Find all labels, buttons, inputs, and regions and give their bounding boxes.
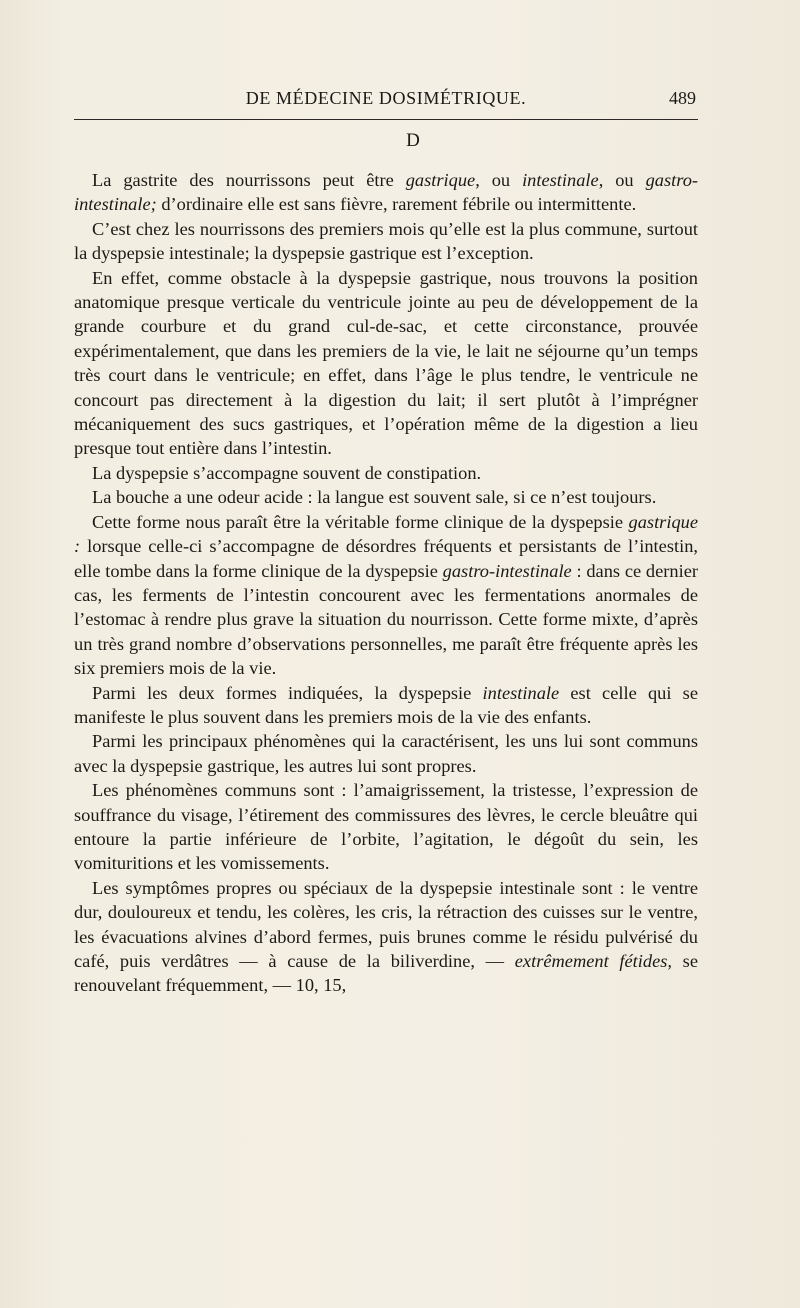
- page-number: 489: [669, 88, 696, 108]
- italic-term: gastro-intestinale;: [74, 170, 699, 215]
- italic-term: gastrique :: [74, 511, 698, 557]
- header-rule: [74, 119, 698, 120]
- text-run: Les phénomènes communs sont : l’amaigrissement, la tristesse, l’expression de souffrance du visage, l’étirement des commissures des lèvres, le cercle bleuâtre qui entoure la partie inférieure de l’orbite, l’agitation, le dégoût du sein, les vomituritions et les vomissements.: [74, 780, 698, 874]
- paragraph-2: [74, 217, 698, 266]
- text-run: Parmi les principaux phénomènes qui la caractérisent, les uns lui sont communs avec la dyspepsie gastrique, les autres lui sont propres.: [74, 731, 698, 776]
- running-title: DE MÉDECINE DOSIMÉTRIQUE.: [245, 88, 527, 108]
- paragraph-3: [74, 266, 698, 461]
- paragraph-6: [74, 510, 698, 681]
- text-run: lorsque celle-ci s’accompagne de désordres fréquents et persistants de l’intestin, elle tombe dans la forme clinique de la dyspepsie: [74, 536, 698, 581]
- italic-term: intestinale: [522, 170, 599, 190]
- text-run: d’ordinaire elle est sans fièvre, rarement fébrile ou intermittente.: [156, 194, 637, 215]
- text-run: est celle qui se manifeste le plus souvent dans les premiers mois de la vie des enfants.: [74, 682, 698, 727]
- text-run: La gastrite des nourrissons peut être: [92, 170, 406, 190]
- text-run: La dyspepsie s’accompagne souvent de constipation.: [92, 462, 482, 483]
- text-run: En effet, comme obstacle à la dyspepsie gastrique, nous trouvons la position anatomique presque verticale du ventricule jointe au peu de développement de la grande courbure et du grand cul-de-sac, et cette circonstance, prouvée expérimentalement, que dans les premiers de la vie, le lait ne séjourne qu’un temps très court dans le ventricule; en effet, dans l’âge le plus tendre, le ventricule ne concourt pas directement à la digestion du lait; il sert plutôt à l’imprégner mécaniquement des sucs gastriques, et l’opération même de la digestion a lieu presque tout entière dans l’intestin.: [74, 267, 698, 459]
- italic-term: gastro-intestinale: [442, 560, 572, 581]
- paragraph-9: [74, 778, 698, 876]
- italic-term: intestinale: [482, 682, 560, 703]
- paragraph-10: [74, 876, 698, 998]
- text-run: Cette forme nous paraît être la véritable forme clinique de la dyspepsie: [92, 511, 629, 532]
- text-run: , ou: [475, 170, 523, 190]
- text-run: C’est chez les nourrissons des premiers mois qu’elle est la plus commune, surtout la dyspepsie intestinale; la dyspepsie gastrique est l’exception.: [74, 218, 698, 264]
- text-run: La bouche a une odeur acide : la langue est souvent sale, si ce n’est toujours.: [92, 487, 657, 508]
- paragraph-7: [74, 681, 698, 730]
- section-heading: D: [406, 130, 420, 151]
- text-run: : dans ce dernier cas, les ferments de l’intestin concourent avec les fermentations anormales de l’estomac à rendre plus grave la situation du nourrisson. Cette forme mixte, d’après un très grand nombre d’observations personnelles, me paraît être fréquente après les six premiers mois de la vie.: [74, 560, 698, 679]
- text-run: , ou: [598, 170, 646, 190]
- paragraph-4: [74, 461, 698, 485]
- text-run: Parmi les deux formes indiquées, la dyspepsie: [92, 682, 483, 703]
- paragraph-8: [74, 729, 698, 778]
- italic-term: extrêmement fétides,: [514, 951, 672, 971]
- body-text: [74, 168, 698, 998]
- paragraph-1: [74, 168, 698, 217]
- text-run: Les symptômes propres ou spéciaux de la dyspepsie intestinale sont : le ventre dur, douloureux et tendu, les colères, les cris, la rétraction des cuisses sur le ventre, les évacuations alvines d’abord fermes, puis brunes comme le résidu pulvérisé du café, puis verdâtres — à cause de la biliverdine, —: [74, 877, 698, 971]
- page-header: [74, 84, 698, 114]
- paragraph-5: [74, 485, 698, 509]
- italic-term: gastrique: [405, 170, 476, 190]
- text-run: se renouvelant fréquemment, — 10, 15,: [74, 951, 699, 996]
